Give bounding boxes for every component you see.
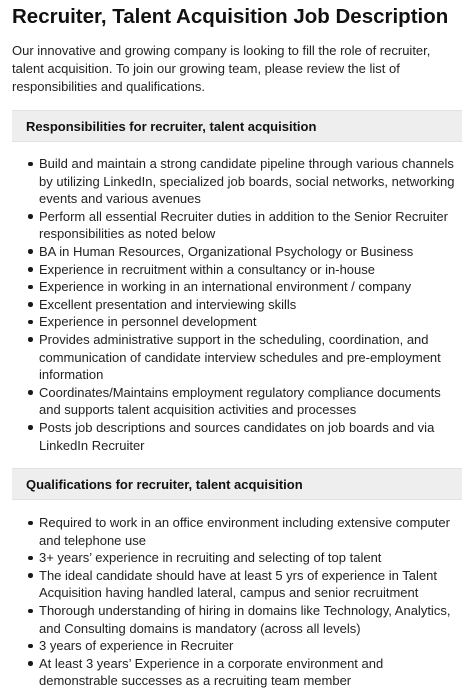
list-item: 3 years of experience in Recruiter (28, 637, 462, 655)
list-item: Experience in working in an international environment / company (28, 278, 462, 296)
intro-paragraph: Our innovative and growing company is looking to fill the role of recruiter, talent acquisition. To join our growing team, please review the list of responsibilities and qualifications. (12, 43, 431, 94)
list-item: Provides administrative support in the scheduling, coordination, and communication of candidate interview schedules and pre-employment information (28, 331, 462, 384)
list-item: Build and maintain a strong candidate pipeline through various channels by utilizing LinkedIn, specialized job boards, social networks, networking events and various avenues (28, 155, 462, 208)
qualifications-header (12, 468, 462, 500)
list-item: Thorough understanding of hiring in domains like Technology, Analytics, and Consulting domains is mandatory (across all levels) (28, 602, 462, 637)
list-item: Coordinates/Maintains employment regulatory compliance documents and supports talent acquisition activities and processes (28, 384, 462, 419)
page-title: Recruiter, Talent Acquisition Job Description (12, 5, 449, 28)
list-item: Perform all essential Recruiter duties in addition to the Senior Recruiter responsibilities as noted below (28, 208, 462, 243)
list-item: The ideal candidate should have at least 5 yrs of experience in Talent Acquisition having handled lateral, campus and senior recruitment (28, 567, 462, 602)
list-item: Experience in personnel development (28, 313, 462, 331)
responsibilities-heading: Responsibilities for recruiter, talent acquisition (26, 118, 317, 134)
qualifications-heading: Qualifications for recruiter, talent acquisition (26, 476, 303, 492)
list-item: At least 3 years’ Experience in a corporate environment and demonstrable successes as a recruiting team member (28, 655, 462, 690)
list-item: Required to work in an office environment including extensive computer and telephone use (28, 514, 462, 549)
list-item: 3+ years’ experience in recruiting and selecting of top talent (28, 549, 462, 567)
list-item: Posts job descriptions and sources candidates on job boards and via LinkedIn Recruiter (28, 419, 462, 454)
responsibilities-header (12, 110, 462, 142)
responsibilities-list (12, 155, 462, 454)
qualifications-list (12, 514, 462, 690)
list-item: Excellent presentation and interviewing skills (28, 296, 462, 314)
list-item: Experience in recruitment within a consultancy or in-house (28, 261, 462, 279)
list-item: BA in Human Resources, Organizational Psychology or Business (28, 243, 462, 261)
